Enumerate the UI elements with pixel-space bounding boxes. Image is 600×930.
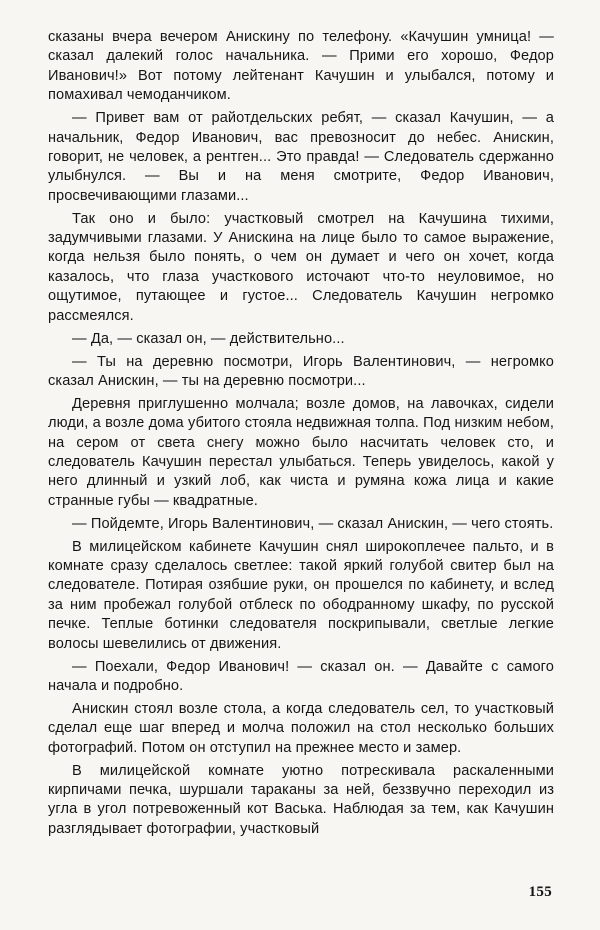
paragraph: — Ты на деревню посмотри, Игорь Валентинович, — негромко сказал Анискин, — ты на деревню посмотри... bbox=[48, 353, 554, 389]
paragraph: Так оно и было: участковый смотрел на Качушина тихими, задумчивыми глазами. У Анискина на лице было то самое выражение, когда нельзя было понять, о чем он думает и чего он хочет, когда казалось, что глаза участкового источают что-то неуловимое, но ощутимое, путающее и густое... Следователь Качушин негромко рассмеялся. bbox=[48, 210, 554, 324]
paragraph: В милицейской комнате уютно потрескивала раскаленными кирпичами печка, шуршали тараканы за ней, беззвучно переходил из угла в угол потревоженный кот Васька. Наблюдая за тем, как Качушин разглядывает фотографии, участковый bbox=[48, 762, 554, 837]
paragraph: — Да, — сказал он, — действительно... bbox=[72, 330, 345, 347]
paragraph: Анискин стоял возле стола, а когда следователь сел, то участковый сделал еще шаг вперед и молча положил на стол несколько больших фотографий. Потом он отступил на прежнее место и замер. bbox=[48, 700, 554, 756]
paragraph: Деревня приглушенно молчала; возле домов, на лавочках, сидели люди, а возле дома убитого стояла недвижная толпа. Под низким небом, на сером от света снегу можно было насчитать человек сто, и следователь Качушин перестал улыбаться. Теперь увиделось, какой у него длинный и узкий лоб, как чиста и румяна кожа лица и какие странные губы — квадратные. bbox=[48, 395, 554, 509]
paragraph: — Пойдемте, Игорь Валентинович, — сказал Анискин, — чего стоять. bbox=[72, 515, 554, 532]
page-number: 155 bbox=[528, 884, 552, 900]
paragraph: В милицейском кабинете Качушин снял широкоплечее пальто, и в комнате сразу сделалось светлее: такой яркий голубой свитер был на следователе. Потирая озябшие руки, он прошелся по кабинету, и вслед за ним пробежал голубой отблеск по ободранному шкафу, по русской печке. Теплые ботинки следователя поскрипывали, светлые легкие волосы шевелились от движения. bbox=[48, 538, 554, 652]
page-text-block bbox=[48, 28, 554, 843]
paragraph: сказаны вчера вечером Анискину по телефону. «Качушин умница! — сказал далекий голос начальника. — Прими его хорошо, Федор Иванович!» Вот потому лейтенант Качушин и улыбался, потому и помахивал чемоданчиком. bbox=[48, 29, 554, 104]
paragraph: — Привет вам от райотдельских ребят, — сказал Качушин, — а начальник, Федор Иванович, вас превозносит до небес. Анискин, говорит, не человек, а рентген... Это правда! — Следователь сдержанно улыбнулся. — Вы и на меня смотрите, Федор Иванович, просвечивающими глазами... bbox=[48, 110, 554, 204]
paragraph: — Поехали, Федор Иванович! — сказал он. — Давайте с самого начала и подробно. bbox=[48, 658, 554, 694]
